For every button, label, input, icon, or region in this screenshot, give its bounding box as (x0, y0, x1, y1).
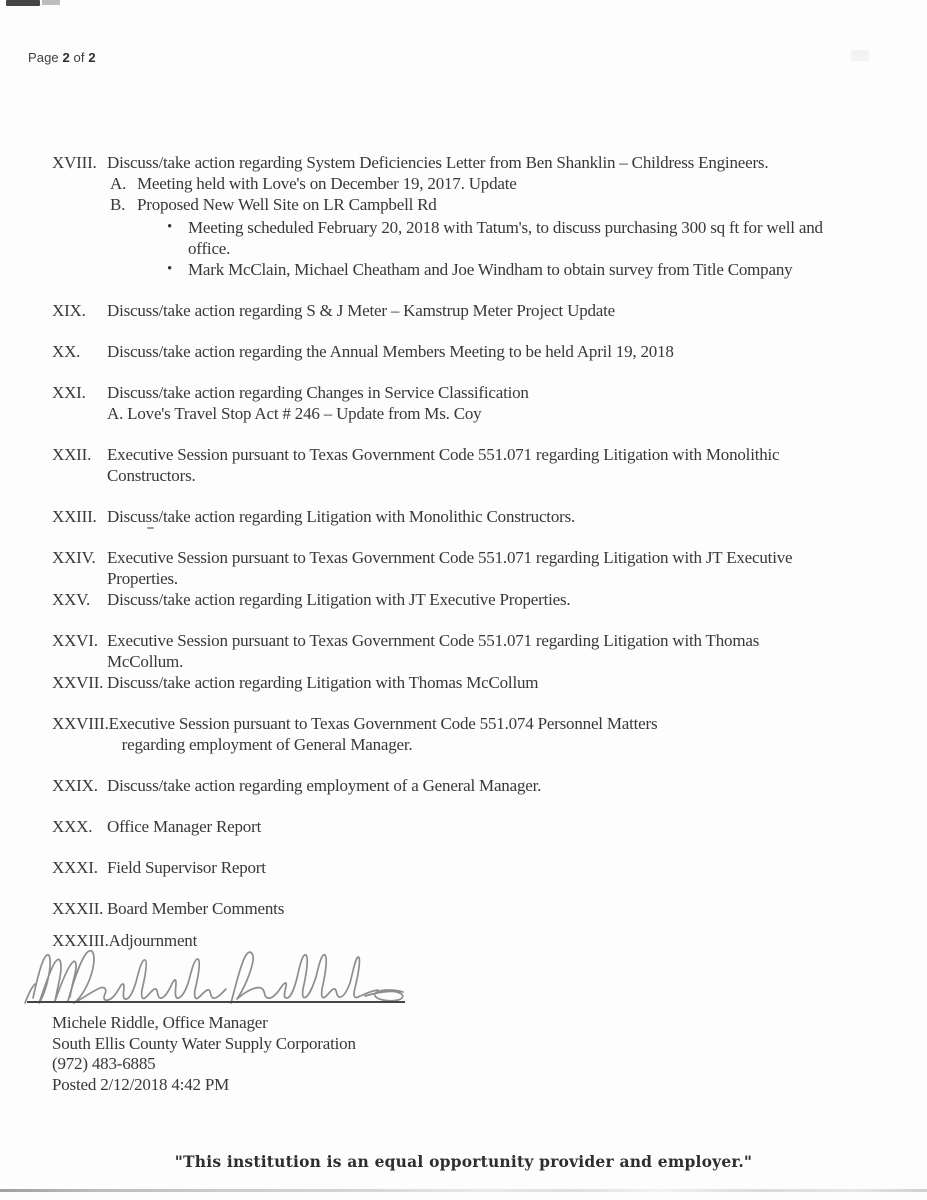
agenda-item-xxix (52, 775, 901, 796)
agenda-item-xxxii (52, 898, 901, 919)
agenda-item-xviii (52, 152, 901, 280)
item-numeral: XXIII. (52, 507, 97, 526)
item-numeral: XXIX. (52, 776, 98, 795)
signature-image (23, 946, 408, 1008)
scan-artifact-bottom-edge (0, 1189, 927, 1192)
agenda-subitem-b (110, 194, 901, 215)
agenda-item-xxxi (52, 857, 901, 878)
agenda-subitem-a (110, 173, 901, 194)
item-text: Discuss/take action regarding Litigation with JT Executive Properties. (107, 590, 571, 609)
agenda-item-xxvi (52, 630, 901, 672)
item-numeral: XXII. (52, 445, 92, 464)
item-text: Executive Session pursuant to Texas Government Code 551.074 Personnel Matters (108, 714, 658, 733)
item-text: Discuss/take action regarding Litigation with Thomas McCollum (107, 673, 539, 692)
item-numeral: XXXI. (52, 858, 98, 877)
signature-line (27, 1001, 405, 1003)
item-text-cont: Constructors. (107, 466, 196, 485)
subitem-label: A. (110, 174, 127, 193)
signer-organization: South Ellis County Water Supply Corporation (52, 1033, 356, 1053)
item-text: Discuss/take action regarding employment of a General Manager. (107, 776, 542, 795)
signer-phone: (972) 483-6885 (52, 1054, 156, 1074)
subitem-text: Proposed New Well Site on LR Campbell Rd (137, 195, 437, 214)
item-numeral: XXV. (52, 590, 91, 609)
agenda-list (52, 152, 901, 971)
bullet-text: Meeting scheduled February 20, 2018 with Tatum's, to discuss purchasing 300 sq ft for well and (188, 218, 823, 237)
item-text: Adjournment (108, 931, 198, 950)
item-numeral: XXX. (52, 817, 93, 836)
page-total: 2 (88, 50, 96, 65)
bullet-icon: • (167, 219, 173, 235)
item-text-cont: McCollum. (107, 652, 184, 671)
signer-name-title: Michele Riddle, Office Manager (52, 1013, 268, 1032)
item-numeral: XXI. (52, 383, 86, 402)
item-numeral: XIX. (52, 301, 86, 320)
agenda-item-xxiii (52, 506, 901, 527)
bullet-text: Mark McClain, Michael Cheatham and Joe Windham to obtain survey from Title Company (188, 260, 793, 279)
scan-artifact-top-left (6, 0, 40, 6)
item-text: Discuss/take action regarding the Annual Members Meeting to be held April 19, 2018 (107, 342, 674, 361)
of-word: of (73, 50, 85, 65)
item-numeral: XXVI. (52, 631, 98, 650)
item-numeral: XXVIII. (52, 714, 109, 733)
page-word: Page (28, 50, 59, 65)
agenda-item-xxv (52, 589, 901, 610)
item-text: Discuss/take action regarding S & J Meter – Kamstrup Meter Project Update (107, 301, 616, 320)
subitem-text: Meeting held with Love's on December 19, 2017. Update (137, 174, 517, 193)
page-current: 2 (62, 50, 70, 65)
item-numeral: XVIII. (52, 153, 97, 172)
item-text: Discuss/take action regarding Litigation with Monolithic Constructors. (107, 507, 576, 526)
item-numeral: XXIV. (52, 548, 96, 567)
item-text-cont: Properties. (107, 569, 178, 588)
scan-artifact-top-left-2 (42, 0, 60, 5)
agenda-item-xxiv (52, 547, 901, 589)
item-text-cont: regarding employment of General Manager. (121, 735, 413, 754)
item-text: Executive Session pursuant to Texas Government Code 551.071 regarding Litigation with Thomas (107, 631, 760, 650)
item-text: Executive Session pursuant to Texas Government Code 551.071 regarding Litigation with Monolithic (107, 445, 780, 464)
bullet-item (167, 259, 901, 280)
scan-artifact-right (851, 50, 869, 61)
item-text: Discuss/take action regarding System Deficiencies Letter from Ben Shanklin – Childress Engineers. (107, 153, 769, 172)
footer-notice: "This institution is an equal opportunity provider and employer." (174, 1152, 753, 1171)
signer-block (52, 1013, 356, 1095)
item-text: Field Supervisor Report (107, 858, 266, 877)
item-text: Board Member Comments (107, 899, 285, 918)
posted-timestamp: Posted 2/12/2018 4:42 PM (52, 1074, 230, 1094)
page-number-label (28, 50, 96, 65)
agenda-item-xxi (52, 382, 901, 424)
item-subline: A. Love's Travel Stop Act # 246 – Update from Ms. Coy (107, 404, 482, 423)
item-text: Discuss/take action regarding Changes in Service Classification (107, 383, 529, 402)
agenda-item-xix (52, 300, 901, 321)
agenda-item-xxx (52, 816, 901, 837)
item-text: Executive Session pursuant to Texas Government Code 551.071 regarding Litigation with JT Executive (107, 548, 793, 567)
item-numeral: XXVII. (52, 673, 104, 692)
agenda-item-xxii (52, 444, 901, 486)
bullet-item (167, 217, 901, 259)
item-numeral: XXXIII. (52, 931, 109, 950)
bullet-icon: • (167, 261, 173, 277)
agenda-item-xxvii (52, 672, 901, 693)
agenda-item-xx (52, 341, 901, 362)
item-text: Office Manager Report (107, 817, 262, 836)
item-numeral: XX. (52, 342, 81, 361)
item-numeral: XXXII. (52, 899, 104, 918)
agenda-item-xxviii (52, 713, 901, 755)
bullet-text: office. (188, 239, 231, 258)
subitem-label: B. (110, 195, 126, 214)
